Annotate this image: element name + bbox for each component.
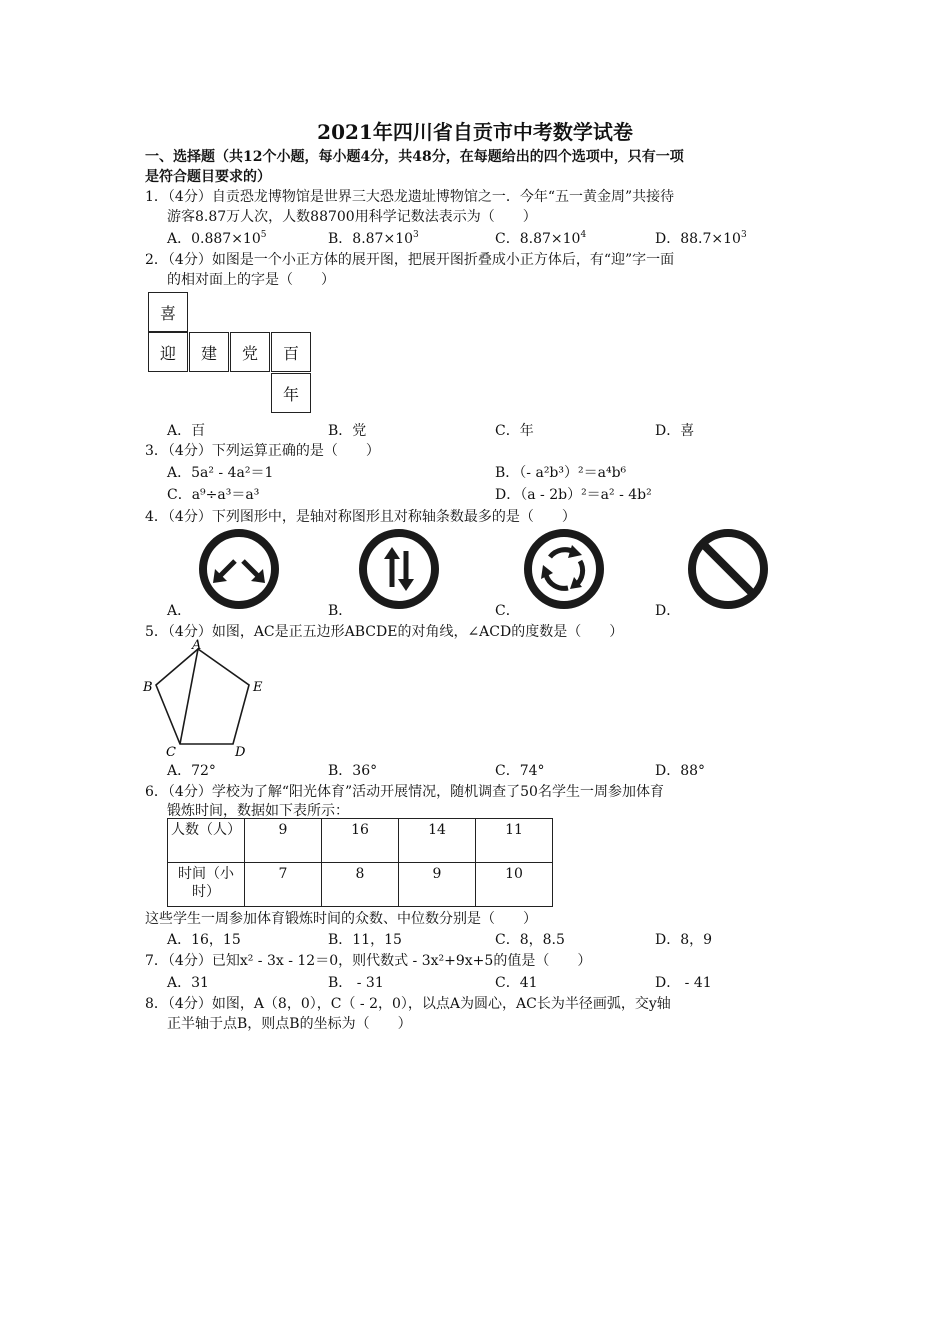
- table-cell: 11: [476, 819, 553, 863]
- net-cell-xi: 喜: [148, 292, 188, 332]
- table-head-time: 时间（小时）: [168, 863, 245, 907]
- table-cell: 8: [322, 863, 399, 907]
- table-cell: 14: [399, 819, 476, 863]
- q7-option-d: D． - 41: [655, 975, 712, 991]
- table-head-count: 人数（人）: [168, 819, 245, 863]
- q7-option-b: B． - 31: [328, 975, 384, 991]
- q3-text-line1: 3．（4分）下列运算正确的是（ ）: [145, 443, 380, 459]
- table-cell: 9: [245, 819, 322, 863]
- q1-option-c: C．$8.87\times 10^4$: [495, 230, 587, 247]
- table-cell: 10: [476, 863, 553, 907]
- net-cell-bai: 百: [271, 332, 311, 372]
- q3-option-b: B．（- a²b³）²＝a⁴b⁶: [495, 465, 627, 481]
- sign-roundabout-icon: [522, 527, 606, 611]
- sign-two-way-arrows-icon: [357, 527, 441, 611]
- q6-text-line1: 6．（4分）学校为了解“阳光体育”活动开展情况，随机调查了50名学生一周参加体育: [145, 784, 664, 800]
- q6-option-a: A．16，15: [167, 932, 241, 948]
- net-cell-dang: 党: [230, 332, 270, 372]
- table-cell: 9: [399, 863, 476, 907]
- q1-text-line1: 1．（4分）自贡恐龙博物馆是世界三大恐龙遗址博物馆之一．今年“五一黄金周”共接待: [145, 189, 675, 205]
- q3-option-a: A．5a² - 4a²＝1: [167, 465, 274, 481]
- q6-option-b: B．11，15: [328, 932, 402, 948]
- table-row: [168, 863, 553, 907]
- q8-text-line1: 8．（4分）如图，A（8，0），C（ - 2，0），以点A为圆心，AC长为半径画弧，交y轴: [145, 996, 671, 1012]
- q8-text-line2: 正半轴于点B，则点B的坐标为（ ）: [167, 1016, 412, 1032]
- q2-option-b: B．党: [328, 423, 367, 439]
- q5-option-c: C．74°: [495, 763, 545, 779]
- q5-option-d: D．88°: [655, 763, 706, 779]
- vertex-label-a: A: [192, 638, 202, 653]
- q2-option-d: D．喜: [655, 423, 695, 439]
- q1-option-d: D．$88.7\times 10^3$: [655, 230, 747, 247]
- net-cell-ying: 迎: [148, 332, 188, 372]
- q4-option-b: B．: [328, 603, 353, 619]
- net-cell-jian: 建: [189, 332, 229, 372]
- q5-text-line1: 5．（4分）如图，AC是正五边形ABCDE的对角线，∠ACD的度数是（ ）: [145, 624, 624, 640]
- net-cell-nian: 年: [271, 373, 311, 413]
- q6-text-line3: 这些学生一周参加体育锻炼时间的众数、中位数分别是（ ）: [145, 911, 537, 927]
- exam-title: 2021年四川省自贡市中考数学试卷: [317, 120, 633, 144]
- pentagon-figure: [140, 638, 270, 762]
- section-heading-line1: 一、选择题（共12个小题，每小题4分，共48分，在每题给出的四个选项中，只有一项: [145, 149, 684, 165]
- q4-option-d: D．: [655, 603, 681, 619]
- vertex-label-b: B: [143, 680, 153, 695]
- q2-text-line1: 2．（4分）如图是一个小正方体的展开图，把展开图折叠成小正方体后，有“迎”字一面: [145, 252, 675, 268]
- sign-prohibition-icon: [686, 527, 770, 611]
- q4-option-c: C．: [495, 603, 520, 619]
- vertex-label-e: E: [253, 680, 263, 695]
- q6-option-c: C．8，8.5: [495, 932, 565, 948]
- table-cell: 16: [322, 819, 399, 863]
- table-cell: 7: [245, 863, 322, 907]
- q2-option-c: C．年: [495, 423, 534, 439]
- exercise-data-table: [167, 818, 553, 907]
- q6-option-d: D．8，9: [655, 932, 713, 948]
- q3-option-d: D．（a - 2b）²＝a² - 4b²: [495, 487, 652, 503]
- q7-text-line1: 7．（4分）已知x² - 3x - 12＝0，则代数式 - 3x²+9x+5的值是（ ）: [145, 953, 592, 969]
- section-heading-line2: 是符合题目要求的）: [145, 169, 271, 185]
- q5-option-b: B．36°: [328, 763, 378, 779]
- q7-option-a: A．31: [167, 975, 209, 991]
- q2-text-line2: 的相对面上的字是（ ）: [167, 272, 335, 288]
- q4-option-a: A．: [167, 603, 192, 619]
- q6-text-line2: 锻炼时间，数据如下表所示：: [167, 803, 349, 819]
- table-row: [168, 819, 553, 863]
- q7-option-c: C．41: [495, 975, 538, 991]
- vertex-label-d: D: [235, 745, 246, 760]
- q1-option-b: B．$8.87\times 10^3$: [328, 230, 419, 247]
- q3-option-c: C．a⁹÷a³＝a³: [167, 487, 260, 503]
- q4-text-line1: 4．（4分）下列图形中，是轴对称图形且对称轴条数最多的是（ ）: [145, 509, 576, 525]
- sign-diverging-arrows-icon: [197, 527, 281, 611]
- q2-option-a: A．百: [167, 423, 206, 439]
- q1-option-a: A．$0.887\times 10^5$: [167, 230, 267, 247]
- q1-text-line2: 游客8.87万人次，人数88700用科学记数法表示为（ ）: [167, 209, 537, 225]
- vertex-label-c: C: [166, 745, 176, 760]
- q5-option-a: A．72°: [167, 763, 216, 779]
